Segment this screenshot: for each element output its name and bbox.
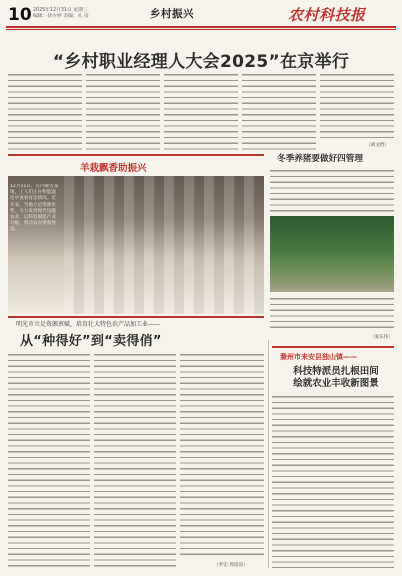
lower-article-col-1 — [8, 352, 90, 568]
side-article-body-1 — [270, 168, 394, 214]
main-article-col-3 — [164, 72, 238, 150]
side-article-byline: （张东伟） — [370, 335, 393, 340]
main-byline: （刘文哲） — [366, 143, 389, 148]
feature-title: 羊栽飘香助振兴 — [80, 163, 147, 174]
side-article-title: 冬季养猪要做好四管理 — [277, 154, 363, 164]
side-article-body-2 — [270, 296, 394, 332]
lower-article-headline: 从“种得好”到“卖得俏” — [20, 334, 162, 349]
lower-article-rule — [8, 316, 264, 318]
date-line: 2025年12月31日 星期三 — [33, 8, 88, 13]
page-number: 10 — [8, 5, 32, 25]
right-headline-line2: 绘就农业丰收新图景 — [293, 378, 379, 389]
right-article-headline — [280, 366, 392, 390]
header-rule-thin — [6, 29, 396, 30]
feature-caption: 12月11日，在内蒙古某地，工人们正在智能温室中查看育苗情况。近年来，当地立足资源优势，大力发展现代设施农业，以科技赋能产业升级，带动农民增收致富。 — [10, 184, 59, 233]
section-title: 乡村振兴 — [150, 8, 194, 20]
main-headline: “乡村职业经理人大会2025”在京举行 — [52, 52, 350, 72]
right-headline-line1: 科技特派员扎根田间 — [293, 366, 379, 377]
lower-article-byline: （罗宏 周茵茵） — [214, 563, 248, 568]
column-divider — [268, 340, 269, 568]
right-article-tag: 滁州市来安县独山镇—— — [280, 353, 357, 361]
main-article-col-2 — [86, 72, 160, 150]
right-article-body — [272, 394, 394, 568]
side-article-photo — [270, 216, 394, 292]
header-rule — [6, 26, 396, 28]
right-article-rule — [272, 346, 394, 348]
header-info — [33, 8, 89, 20]
editor-line: 编辑：徐少婷 美编：孔 彦 — [33, 14, 89, 19]
feature-photo — [8, 176, 264, 314]
main-article-col-4 — [242, 72, 316, 150]
masthead: 农村科技报 — [288, 6, 366, 24]
main-article-col-5 — [320, 72, 394, 142]
lower-article-col-3 — [180, 352, 264, 558]
lower-article-col-2 — [94, 352, 176, 568]
main-article-col-1 — [8, 72, 82, 150]
feature-photo-byline: 王宏宇 摄 — [36, 301, 56, 306]
feature-rule — [8, 154, 264, 156]
lower-article-tag: 明光市立足资源禀赋，培育壮大特色农产品加工业—— — [16, 321, 161, 328]
photo-greenhouse — [64, 176, 264, 314]
